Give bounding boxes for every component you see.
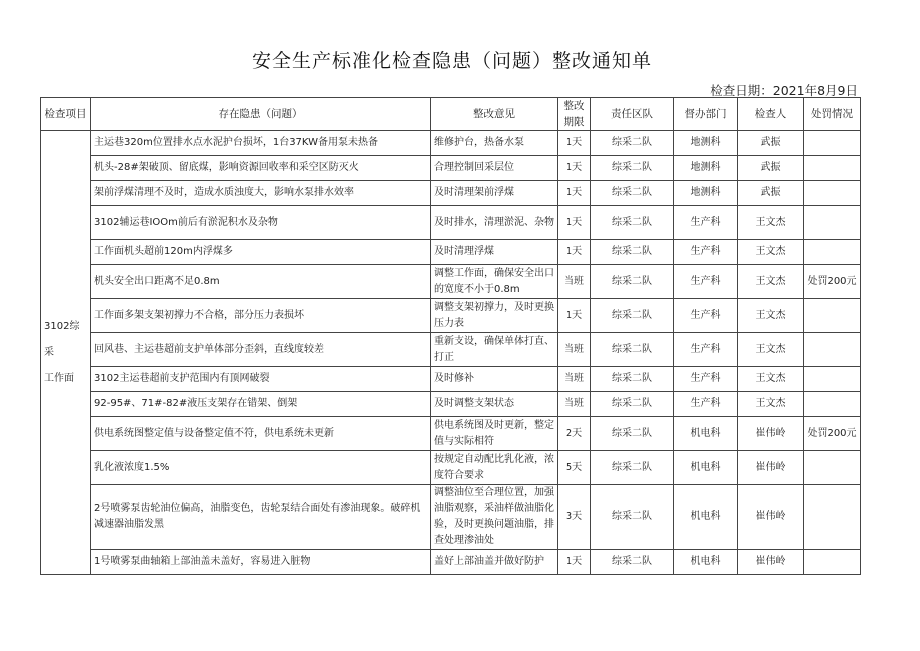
period-cell: 3天 [558,485,591,550]
dept-cell: 机电科 [674,451,738,485]
issue-cell: 3102主运巷超前支护范围内有顶网破裂 [91,367,431,392]
dept-cell: 生产科 [674,333,738,367]
team-cell: 综采二队 [591,299,674,333]
issue-cell: 机头-28#架破顶、留底煤，影响资源回收率和采空区防灭火 [91,156,431,181]
team-cell: 综采二队 [591,550,674,575]
penalty-cell [804,550,861,575]
issue-cell: 2号喷雾泵齿轮油位偏高，油脂变色，齿轮泵结合面处有渗油现象。破碎机减速器油脂发黑 [91,485,431,550]
dept-cell: 机电科 [674,485,738,550]
table-row [41,206,861,240]
header-inspector: 检查人 [738,98,804,131]
period-cell: 当班 [558,367,591,392]
team-cell: 综采二队 [591,417,674,451]
header-opinion: 整改意见 [431,98,558,131]
inspector-cell: 武振 [738,156,804,181]
inspector-cell: 王文杰 [738,333,804,367]
dept-cell: 生产科 [674,299,738,333]
table-row [41,299,861,333]
header-penalty: 处罚情况 [804,98,861,131]
issue-cell: 回风巷、主运巷超前支护单体部分歪斜，直线度较差 [91,333,431,367]
penalty-cell [804,156,861,181]
penalty-cell [804,131,861,156]
dept-cell: 生产科 [674,392,738,417]
penalty-cell [804,299,861,333]
table-row [41,333,861,367]
dept-cell: 生产科 [674,265,738,299]
team-cell: 综采二队 [591,181,674,206]
issue-cell: 架前浮煤清理不及时，造成水质浊度大，影响水泵排水效率 [91,181,431,206]
table-row [41,485,861,550]
check-item-text: 工作面 [44,372,74,384]
opinion-cell: 及时调整支架状态 [431,392,558,417]
penalty-cell [804,181,861,206]
penalty-cell [804,206,861,240]
period-cell: 当班 [558,265,591,299]
opinion-cell: 及时修补 [431,367,558,392]
penalty-cell [804,367,861,392]
header-period: 整改期限 [558,98,591,131]
period-cell: 2天 [558,417,591,451]
table-row [41,181,861,206]
header-team: 责任区队 [591,98,674,131]
opinion-cell: 及时清理浮煤 [431,240,558,265]
issue-cell: 主运巷320m位置排水点水泥护台损坏，1台37KW备用泵未热备 [91,131,431,156]
inspector-cell: 崔伟岭 [738,417,804,451]
inspector-cell: 王文杰 [738,392,804,417]
table-header-row [41,98,861,131]
team-cell: 综采二队 [591,206,674,240]
penalty-cell [804,333,861,367]
dept-cell: 生产科 [674,367,738,392]
dept-cell: 机电科 [674,417,738,451]
team-cell: 综采二队 [591,156,674,181]
inspector-cell: 武振 [738,131,804,156]
opinion-cell: 调整支架初撑力，及时更换压力表 [431,299,558,333]
inspector-cell: 王文杰 [738,206,804,240]
opinion-cell: 按规定自动配比乳化液，浓度符合要求 [431,451,558,485]
period-cell: 1天 [558,181,591,206]
issue-cell: 供电系统图整定值与设备整定值不符，供电系统未更新 [91,417,431,451]
team-cell: 综采二队 [591,240,674,265]
inspector-cell: 崔伟岭 [738,550,804,575]
header-dept: 督办部门 [674,98,738,131]
table-row [41,156,861,181]
period-cell: 当班 [558,333,591,367]
inspector-cell: 崔伟岭 [738,485,804,550]
table-row [41,131,861,156]
table-row [41,417,861,451]
opinion-cell: 调整油位至合理位置，加强油脂观察，采油样做油脂化验，及时更换问题油脂，排查处理渗油处 [431,485,558,550]
table-row [41,550,861,575]
dept-cell: 地测科 [674,181,738,206]
dept-cell: 生产科 [674,206,738,240]
check-item-text: 3102综采 [44,320,80,358]
dept-cell: 地测科 [674,131,738,156]
period-cell: 1天 [558,131,591,156]
inspector-cell: 武振 [738,181,804,206]
header-check-item: 检查项目 [41,98,91,131]
penalty-cell: 处罚200元 [804,417,861,451]
table-row [41,451,861,485]
check-item-cell [41,131,91,575]
opinion-cell: 及时排水，清理淤泥、杂物 [431,206,558,240]
team-cell: 综采二队 [591,485,674,550]
team-cell: 综采二队 [591,265,674,299]
team-cell: 综采二队 [591,131,674,156]
table-row [41,265,861,299]
period-cell: 1天 [558,206,591,240]
opinion-cell: 盖好上部油盖并做好防护 [431,550,558,575]
issue-cell: 乳化液浓度1.5% [91,451,431,485]
inspector-cell: 崔伟岭 [738,451,804,485]
opinion-cell: 及时清理架前浮煤 [431,181,558,206]
team-cell: 综采二队 [591,333,674,367]
team-cell: 综采二队 [591,367,674,392]
table-row [41,392,861,417]
issue-cell: 工作面机头超前120m内浮煤多 [91,240,431,265]
period-cell: 当班 [558,392,591,417]
inspector-cell: 王文杰 [738,367,804,392]
team-cell: 综采二队 [591,392,674,417]
issue-cell: 1号喷雾泵曲轴箱上部油盖未盖好，容易进入脏物 [91,550,431,575]
inspector-cell: 王文杰 [738,240,804,265]
period-cell: 1天 [558,550,591,575]
issue-cell: 92-95#、71#-82#液压支架存在错架、倒架 [91,392,431,417]
page-title: 安全生产标准化检查隐患（问题）整改通知单 [251,50,652,72]
hazard-table [40,97,861,575]
penalty-cell [804,485,861,550]
penalty-cell [804,240,861,265]
issue-cell: 工作面多架支架初撑力不合格，部分压力表损坏 [91,299,431,333]
period-cell: 5天 [558,451,591,485]
dept-cell: 地测科 [674,156,738,181]
issue-cell: 机头安全出口距离不足0.8m [91,265,431,299]
inspection-date: 检查日期：2021年8月9日 [710,83,858,98]
inspector-cell: 王文杰 [738,299,804,333]
team-cell: 综采二队 [591,451,674,485]
dept-cell: 生产科 [674,240,738,265]
period-cell: 1天 [558,240,591,265]
penalty-cell [804,392,861,417]
penalty-cell [804,451,861,485]
table-row [41,240,861,265]
table-row [41,367,861,392]
penalty-cell: 处罚200元 [804,265,861,299]
opinion-cell: 重新支设，确保单体打直、打正 [431,333,558,367]
header-issue: 存在隐患（问题） [91,98,431,131]
dept-cell: 机电科 [674,550,738,575]
opinion-cell: 供电系统图及时更新，整定值与实际相符 [431,417,558,451]
opinion-cell: 维修护台，热备水泵 [431,131,558,156]
opinion-cell: 合理控制回采层位 [431,156,558,181]
opinion-cell: 调整工作面，确保安全出口的宽度不小于0.8m [431,265,558,299]
period-cell: 1天 [558,156,591,181]
period-cell: 1天 [558,299,591,333]
issue-cell: 3102辅运巷IOOm前后有淤泥积水及杂物 [91,206,431,240]
inspector-cell: 王文杰 [738,265,804,299]
